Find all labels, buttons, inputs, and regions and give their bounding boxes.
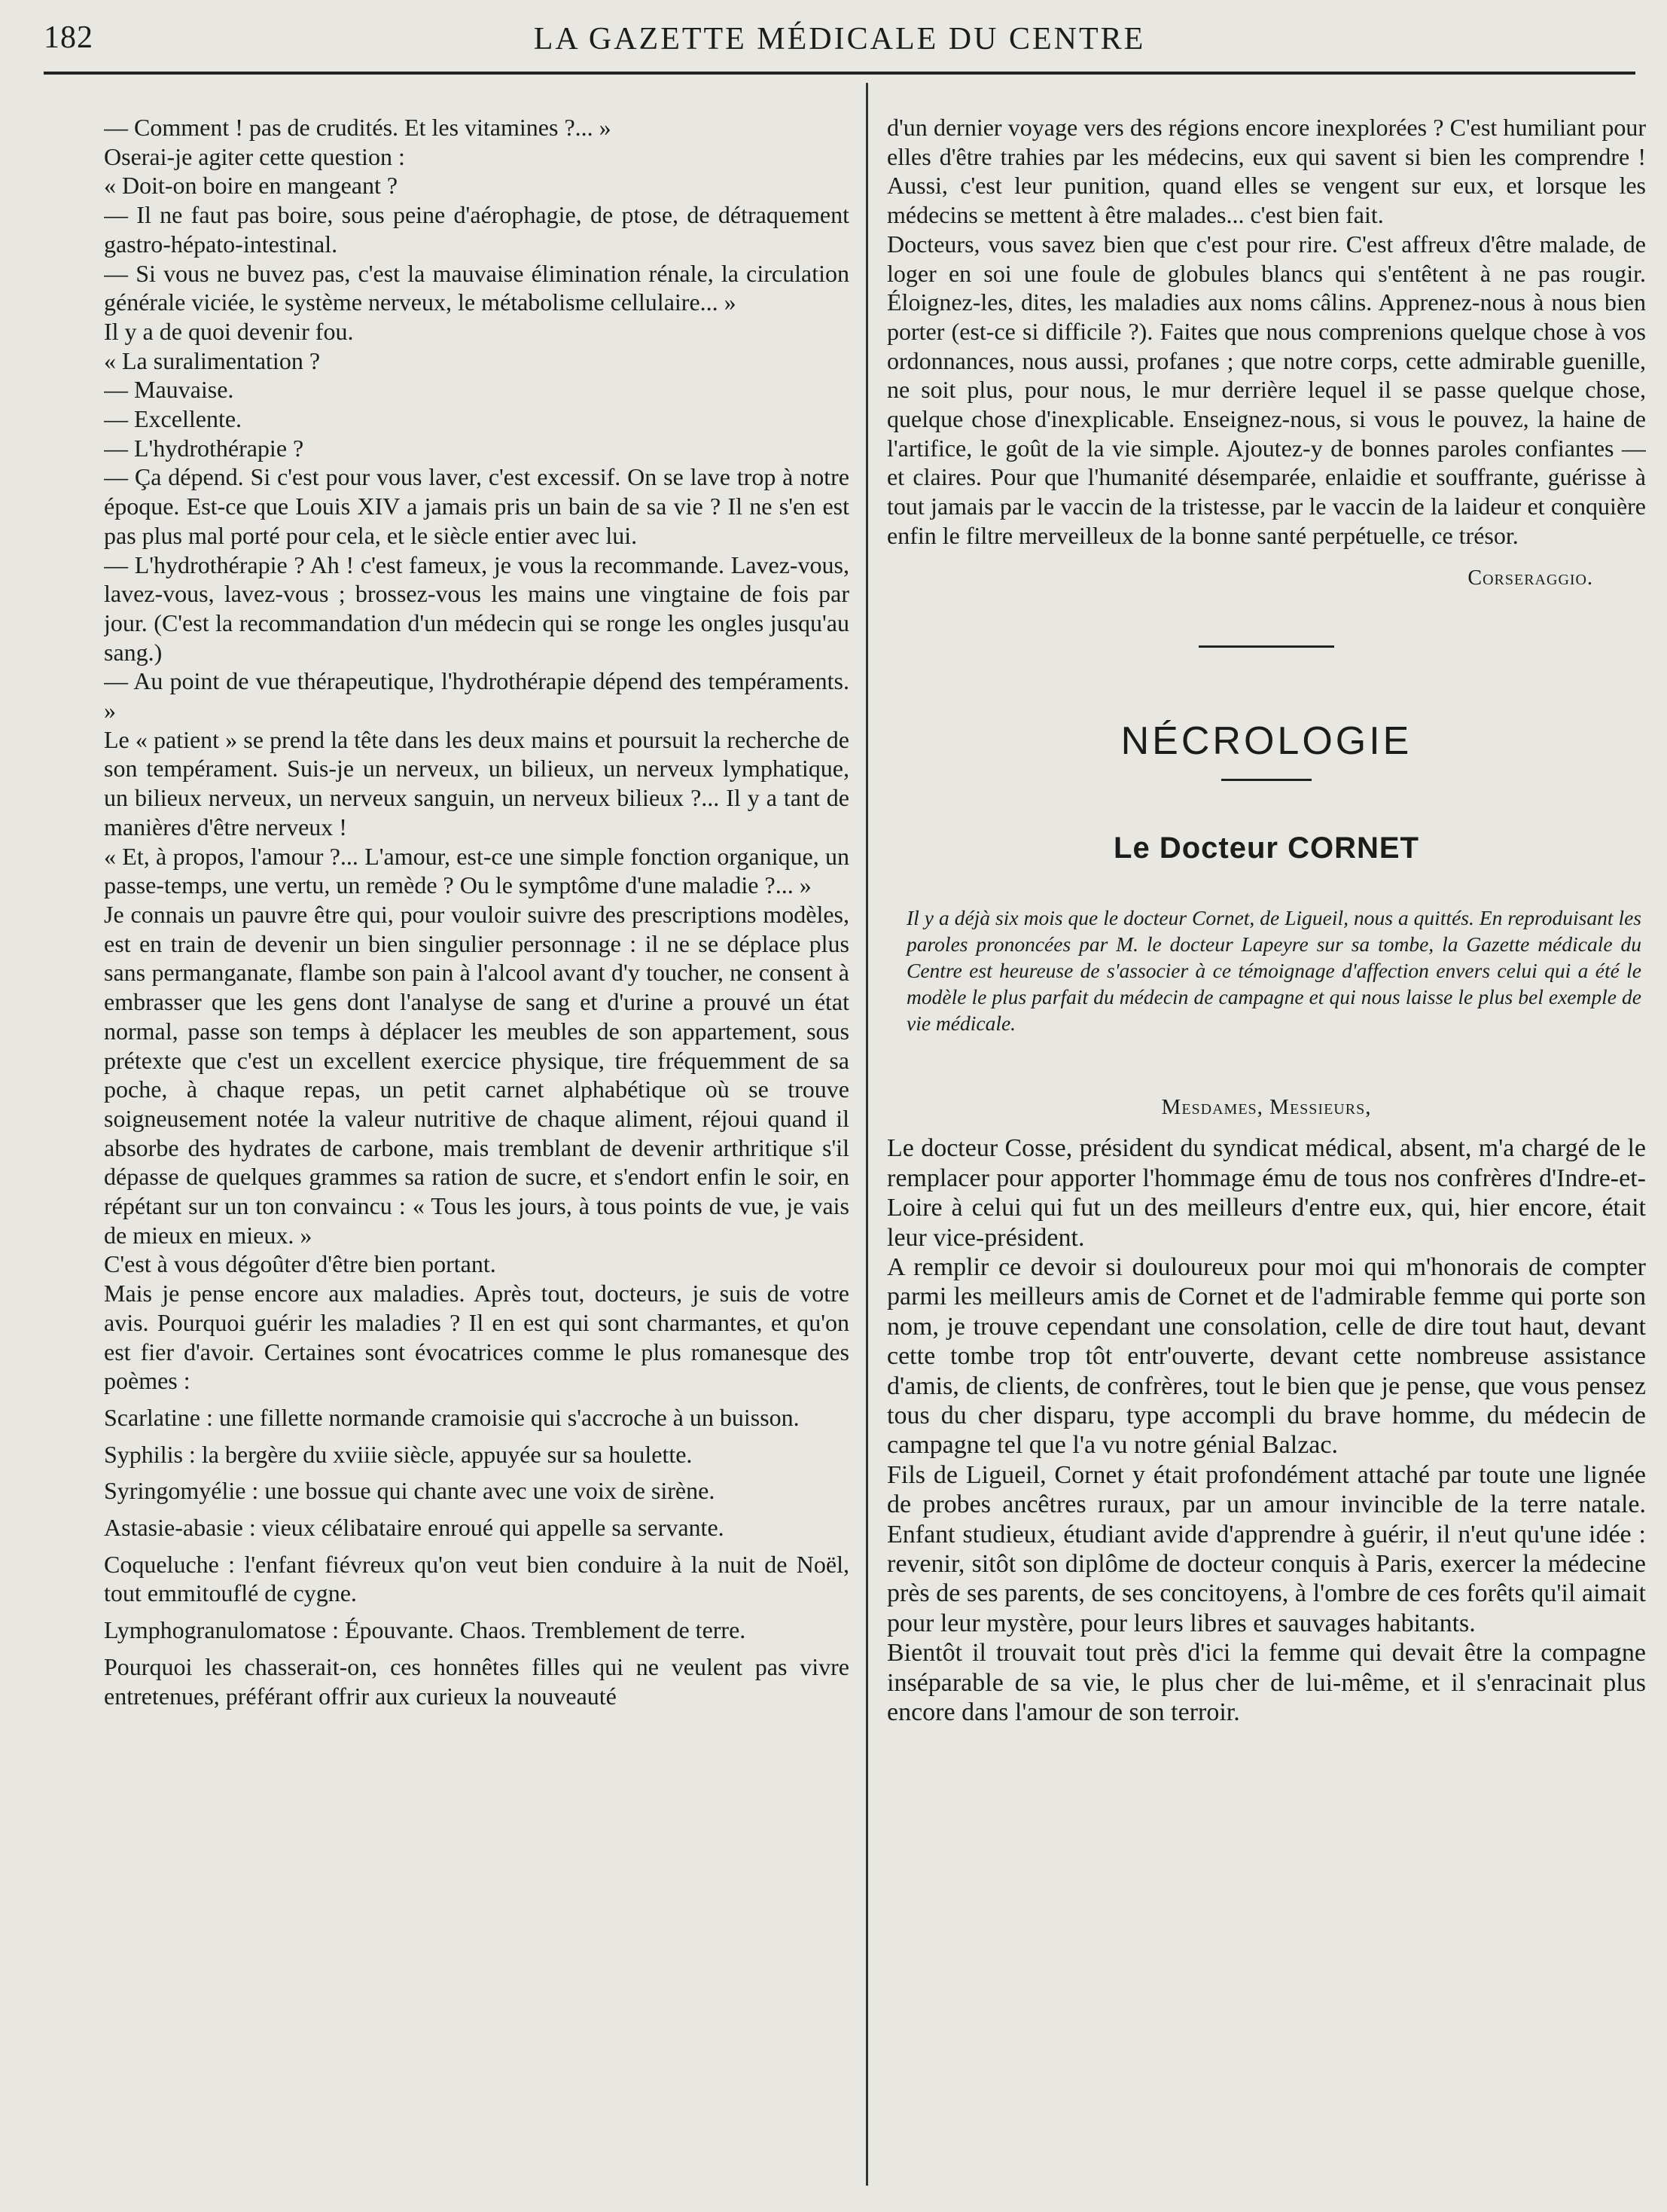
paragraph: « Et, à propos, l'amour ?... L'amour, est-ce une simple fonction organique, un passe-temps, une vertu, un remède ? Ou le symptôme d'une maladie ?... » — [104, 842, 849, 899]
paragraph: Mais je pense encore aux maladies. Après tout, docteurs, je suis de votre avis. Pourquoi guérir les maladies ? Il en est qui sont charmantes, et qu'on est fier d'avoir. Certaines sont évocatrices comme le plus romanesque des poèmes : — [104, 1280, 849, 1395]
column-divider — [866, 83, 868, 2186]
paragraph: « Doit-on boire en mangeant ? — [104, 172, 398, 200]
author-signature: Corseraggio. — [1467, 566, 1593, 590]
section-title: NÉCROLOGIE — [1120, 719, 1413, 764]
paragraph: Pourquoi les chasserait-on, ces honnêtes filles qui ne veulent pas vivre entretenues, préférant offrir aux curieux la nouveauté — [104, 1652, 849, 1710]
article-title: Le Docteur CORNET — [1114, 831, 1419, 865]
paragraph: « La suralimentation ? — [104, 346, 321, 374]
header-rule — [44, 72, 1635, 75]
left-column — [104, 113, 849, 2192]
paragraph: Lymphogranulomatose : Épouvante. Chaos. Tremblement de terre. — [104, 1616, 746, 1644]
paragraph: — Ça dépend. Si c'est pour vous laver, c'est excessif. On se lave trop à notre époque. Est-ce que Louis XIV a jamais pris un bain de sa vie ? Il ne s'en est pas plus mal porté pour cela, et le siècle entier avec lui. — [104, 463, 849, 549]
paragraph: — Comment ! pas de crudités. Et les vitamines ?... » — [104, 114, 611, 141]
paragraph: — Il ne faut pas boire, sous peine d'aérophagie, de ptose, de détraquement gastro-hépato-intestinal. — [104, 201, 849, 258]
section-separator — [1199, 645, 1334, 648]
paragraph: Il y a de quoi devenir fou. — [104, 317, 354, 345]
paragraph: Coqueluche : l'enfant fiévreux qu'on veut bien conduire à la nuit de Noël, tout emmitouflé de cygne. — [104, 1550, 849, 1607]
paragraph: — Au point de vue thérapeutique, l'hydrothérapie dépend des tempéraments. » — [104, 667, 849, 725]
paragraph: — L'hydrothérapie ? — [104, 434, 304, 462]
paragraph: Le « patient » se prend la tête dans les deux mains et poursuit la recherche de son tempérament. Suis-je un nerveux, un bilieux, un nerveux lymphatique, un bilieux nerveux, un nerveux sanguin, un nerveux bilieux ?... Il y a tant de manières d'être nerveux ! — [104, 725, 849, 841]
paragraph: Oserai-je agiter cette question : — [104, 142, 405, 170]
page-number: 182 — [44, 20, 93, 55]
speech-paragraph: Fils de Ligueil, Cornet y était profondément attaché par toute une lignée de probes ancêtres ruraux, par un amour invincible de la terre natale. Enfant studieux, étudiant avide d'apprendre à guérir, il n'eut qu'une idée : revenir, sitôt son diplôme de docteur conquis à Paris, exercer la médecine près de ses parents, de ses concitoyens, à l'ombre de ces forêts qu'il aimait pour leur mystère, pour leurs libres et sauvages habitants. — [887, 1460, 1646, 1637]
page-header — [44, 17, 1635, 73]
journal-title: LA GAZETTE MÉDICALE DU CENTRE — [533, 22, 1146, 56]
salutation: Mesdames, Messieurs, — [1161, 1094, 1372, 1119]
paragraph: Docteurs, vous savez bien que c'est pour rire. C'est affreux d'être malade, de loger en soi une foule de globules blancs qui s'entêtent à ne pas rougir. Éloignez-les, dites, les maladies aux noms câlins. Apprenez-nous à nous bien porter (est-ce si difficile ?). Faites que nous comprenions quelque chose à vos ordonnances, nous aussi, profanes ; que notre corps, cette admirable guenille, ne soit plus, pour nous, le mur derrière lequel il se passe quelque chose, quelque chose d'inexplicable. Enseignez-nous, si vous le pouvez, la haine de l'artifice, le goût de la vie simple. Ajoutez-y de bonnes paroles confiantes — et claires. Pour que l'humanité désemparée, enlaidie et souffrante, guérisse à tout jamais par le vaccin de la tristesse, par le vaccin de la laideur et conquière enfin le filtre merveilleux de la bonne santé perpétuelle, ce trésor. — [887, 230, 1646, 549]
paragraph: — Si vous ne buvez pas, c'est la mauvaise élimination rénale, la circulation générale viciée, le système nerveux, le métabolisme cellulaire... » — [104, 259, 849, 316]
paragraph: Scarlatine : une fillette normande cramoisie qui s'accroche à un buisson. — [104, 1403, 800, 1431]
speech-paragraph: Le docteur Cosse, président du syndicat médical, absent, m'a chargé de le remplacer pour apporter l'hommage ému de tous nos confrères d'Indre-et-Loire à celui qui fut un des meilleurs d'entre eux, qui, hier encore, était leur vice-président. — [887, 1134, 1646, 1252]
paragraph: — L'hydrothérapie ? Ah ! c'est fameux, je vous la recommande. Lavez-vous, lavez-vous, lavez-vous ; brossez-vous les mains une vingtaine de fois par jour. (C'est la recommandation d'un médecin qui se ronge les ongles jusqu'au sang.) — [104, 551, 849, 666]
paragraph: Astasie-abasie : vieux célibataire enroué qui appelle sa servante. — [104, 1514, 724, 1542]
paragraph: Syphilis : la bergère du xviiie siècle, appuyée sur sa houlette. — [104, 1440, 693, 1468]
paragraph: C'est à vous dégoûter d'être bien portant. — [104, 1250, 496, 1278]
paragraph: Je connais un pauvre être qui, pour vouloir suivre des prescriptions modèles, est en train de devenir un bien singulier personnage : il ne se déplace plus sans permanganate, flambe son pain à l'alcool avant d'y toucher, ne consent à embrasser que les gens dont l'analyse de sang et d'urine a prouvé un état normal, passe son temps à déplacer les meubles de son appartement, sous prétexte que c'est un excellent exercice physique, tire fréquemment de sa poche, à chaque repas, un petit carnet alphabétique où se trouve soigneusement notée la valeur nutritive de chaque aliment, réjoui quand il absorbe des hydrates de carbone, mais tremblant de devenir arthritique s'il dépasse de quelques grammes sa ration de sucre, et s'endort enfin le soir, en répétant sur un ton convaincu : « Tous les jours, à tous points de vue, je vais de mieux en mieux. » — [104, 900, 849, 1249]
paragraph: — Mauvaise. — [104, 376, 234, 404]
paragraph: d'un dernier voyage vers des régions encore inexplorées ? C'est humiliant pour elles d'être trahies par les médecins, eux qui savent si bien les comprendre ! Aussi, c'est leur punition, quand elles se vengent sur eux, et lorsque les médecins se mettent à être malades... c'est bien fait. — [887, 114, 1646, 229]
paragraph: — Excellente. — [104, 405, 242, 433]
title-underline — [1221, 779, 1312, 781]
right-column — [887, 113, 1646, 2192]
speech-paragraph: A remplir ce devoir si douloureux pour moi qui m'honorais de compter parmi les meilleurs amis de Cornet et de l'admirable femme qui porte son nom, je trouve cependant une consolation, celle de dire tout haut, devant cette tombe trop tôt entr'ouverte, devant cette nombreuse assistance d'amis, de clients, de confrères, tout le bien que je pense, que vous pensez tous du cher disparu, type accompli du brave homme, du médecin de campagne tel que l'a vu notre génial Balzac. — [887, 1252, 1646, 1460]
paragraph: Syringomyélie : une bossue qui chante avec une voix de sirène. — [104, 1477, 715, 1505]
speech-paragraph: Bientôt il trouvait tout près d'ici la femme qui devait être la compagne inséparable de sa vie, le plus cher de lui-même, et il s'enracinait plus encore dans l'amour de son terroir. — [887, 1639, 1646, 1727]
article-intro: Il y a déjà six mois que le docteur Cornet, de Ligueil, nous a quittés. En reproduisant les paroles prononcées par M. le docteur Lapeyre sur sa tombe, la Gazette médicale du Centre est heureuse de s'associer à ce témoignage d'affection envers celui qui a été le modèle le plus parfait du médecin de campagne et qui nous laisse le plus bel exemple de vie médicale. — [907, 905, 1641, 1035]
